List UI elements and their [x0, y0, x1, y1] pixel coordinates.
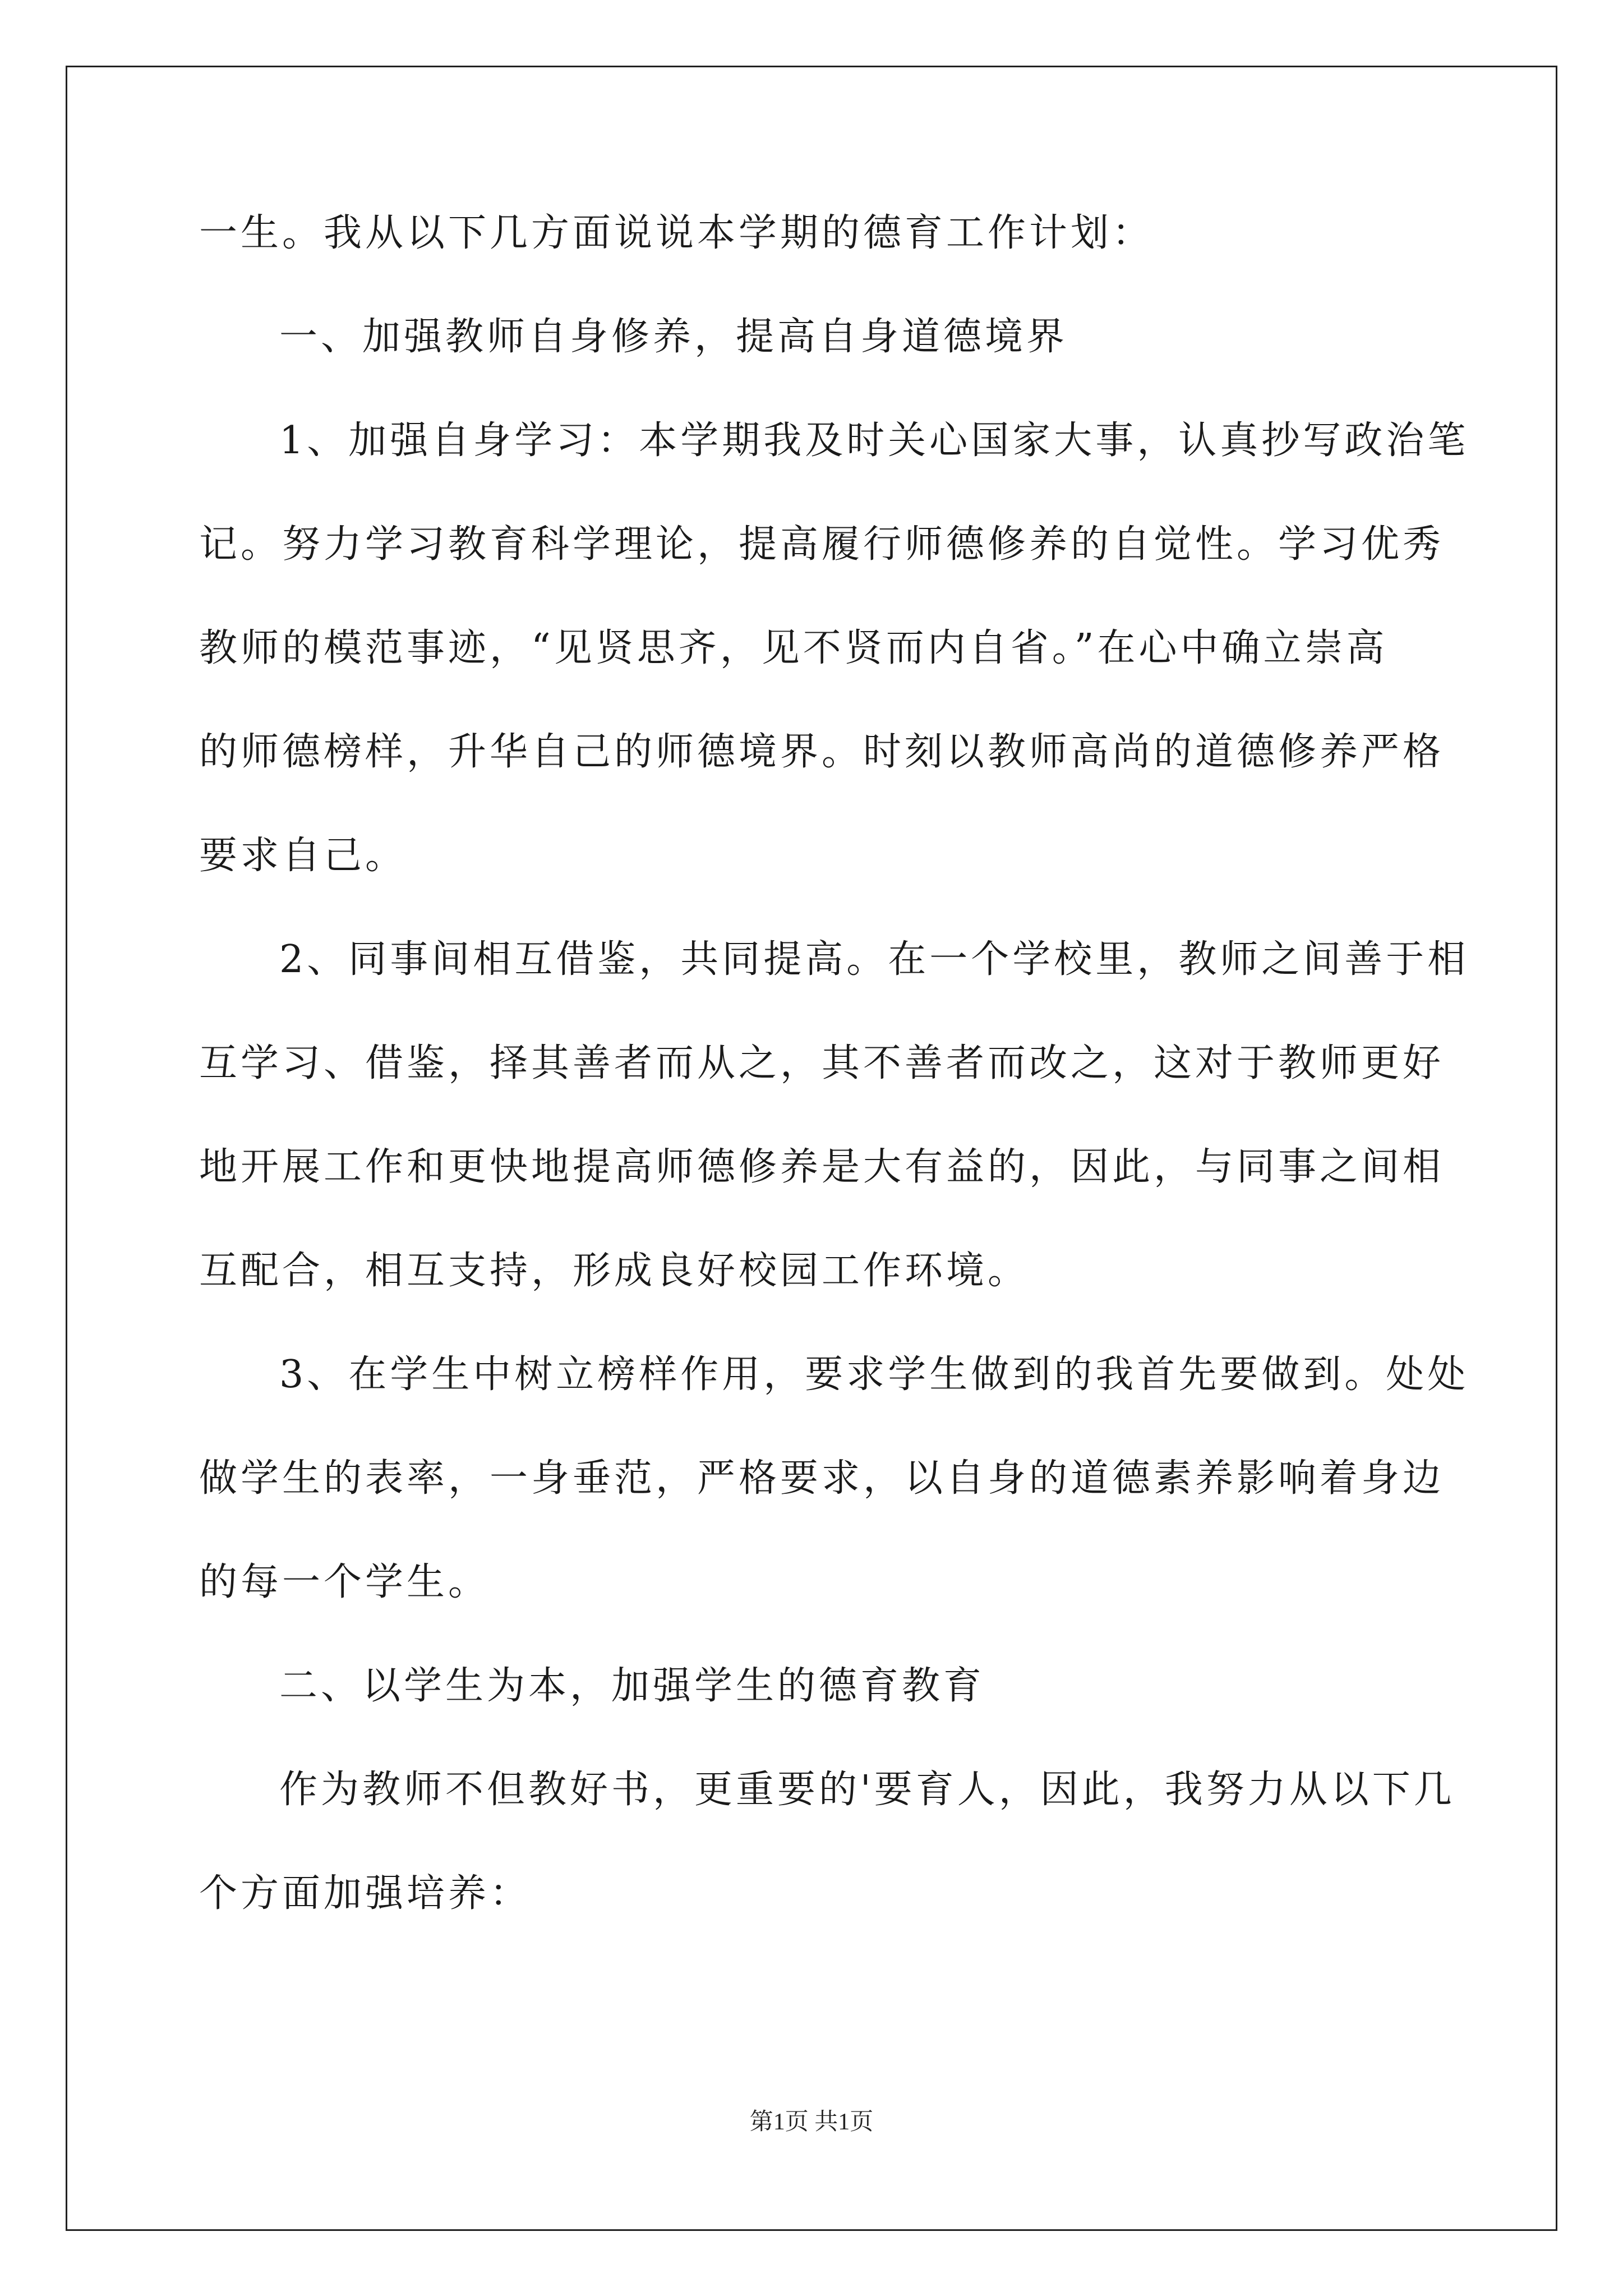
- text-line: 2、同事间相互借鉴，共同提高。在一个学校里，教师之间善于相: [279, 937, 1469, 982]
- text-line: 做学生的表率，一身垂范，严格要求，以自身的道德素养影响着身边: [199, 1456, 1445, 1501]
- text-line: 一生。我从以下几方面说说本学期的德育工作计划：: [199, 211, 1154, 255]
- text-line: 要求自己。: [199, 834, 407, 878]
- text-line: 教师的模范事迹，“见贤思齐，见不贤而内自省。”在心中确立崇高: [199, 626, 1388, 670]
- text-line: 1、加强自身学习：本学期我及时关心国家大事，认真抄写政治笔: [279, 418, 1469, 463]
- heading-line: 二、以学生为本，加强学生的德育教育: [279, 1664, 985, 1708]
- text-line: 记。努力学习教育科学理论，提高履行师德修养的自觉性。学习优秀: [199, 522, 1445, 567]
- text-line: 的每一个学生。: [199, 1560, 490, 1604]
- text-line: 的师德榜样，升华自己的师德境界。时刻以教师高尚的道德修养严格: [199, 730, 1445, 774]
- heading-line: 一、加强教师自身修养，提高自身道德境界: [279, 315, 1068, 359]
- text-line: 个方面加强培养：: [199, 1871, 532, 1916]
- text-line: 3、在学生中树立榜样作用，要求学生做到的我首先要做到。处处: [279, 1352, 1469, 1397]
- text-line: 作为教师不但教好书，更重要的'要育人，因此，我努力从以下几: [279, 1768, 1455, 1812]
- page-footer: 第1页 共1页: [749, 2109, 874, 2135]
- text-line: 地开展工作和更快地提高师德修养是大有益的，因此，与同事之间相: [199, 1145, 1445, 1189]
- text-line: 互学习、借鉴，择其善者而从之，其不善者而改之，这对于教师更好: [199, 1041, 1445, 1085]
- text-line: 互配合，相互支持，形成良好校园工作环境。: [199, 1249, 1030, 1293]
